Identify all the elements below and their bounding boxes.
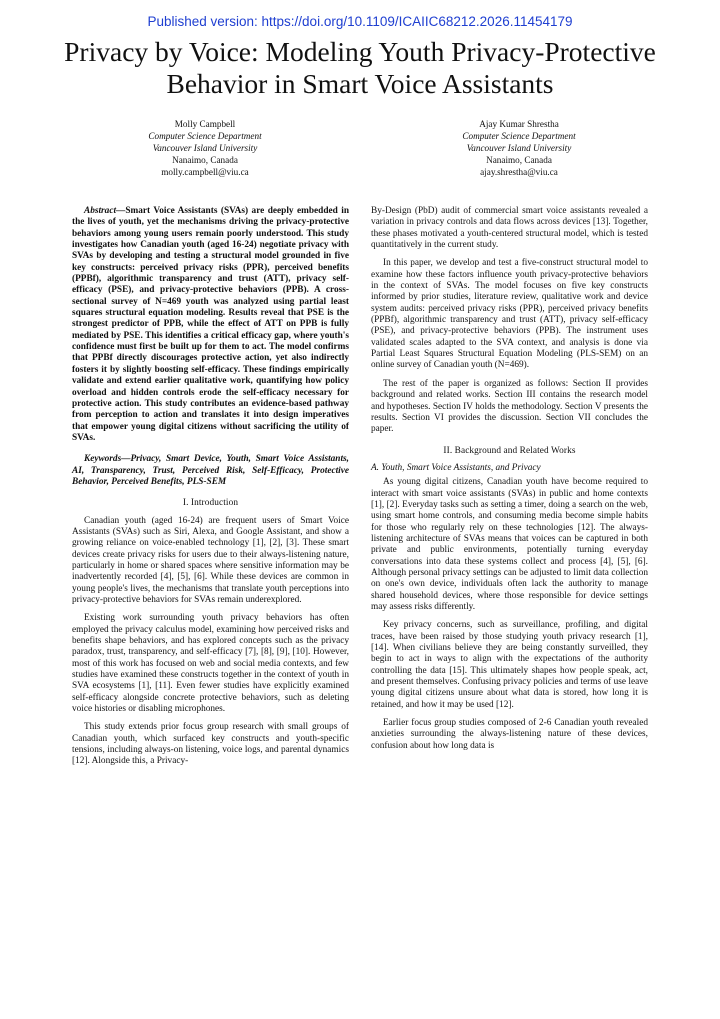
intro-paragraph-5: The rest of the paper is organized as follows: Section II provides background and related works. Section III contains the research model and hypotheses. Section IV holds the methodology. Section V presents the results. Section VI provides the discussion. Section VII concludes the paper. <box>371 378 648 435</box>
right-column <box>371 206 648 759</box>
author-city: Nanaimo, Canada <box>172 155 238 165</box>
abstract-label: Abstract— <box>84 206 126 216</box>
author-university: Vancouver Island University <box>152 143 258 153</box>
keywords <box>72 454 349 488</box>
intro-paragraph-3-continued: By-Design (PbD) audit of commercial smart voice assistants revealed a variation in privacy controls and data flows across devices [13]. Together, these phases motivated a youth-centered structural model, which is tested quantitatively in the current study. <box>371 206 648 251</box>
intro-paragraph-2: Existing work surrounding youth privacy behaviors has often employed the privacy calculus model, examining how perceived risks and benefits shape behaviors, and has explored concepts such as the privacy paradox, trust, transparency, and self-efficacy [7], [8], [9], [10]. However, most of this work has focused on web and social media contexts, and few studies have examined these constructs together in the context of youth in SVA ecosystems [1], [11]. Even fewer studies have explicitly examined self-efficacy alongside concrete protective behaviors, such as deleting voice histories or disabling microphones. <box>72 613 349 715</box>
author-dept: Computer Science Department <box>148 131 262 141</box>
intro-paragraph-4: In this paper, we develop and test a five-construct structural model to examine how these factors influence youth privacy-protective behaviors in the context of SVAs. The model focuses on five key constructs informed by prior studies, literature review, qualitative work and device system audits: perceived privacy risks (PPR), perceived privacy benefits (PPBf), algorithmic transparency and trust (ATT), privacy self-efficacy (PSE), and privacy-protective behaviors (PPB). The instrument uses validated scales adapted to the SVA context, and analysis is done via Partial Least Squares Structural Equation Modeling (PLS-SEM) on an online survey of Canadian youth (N=469). <box>371 258 648 371</box>
abstract <box>72 206 349 444</box>
author-email[interactable]: ajay.shrestha@viu.ca <box>480 167 558 177</box>
keywords-label: Keywords— <box>84 454 131 465</box>
section-heading-background: II. Background and Related Works <box>443 445 576 456</box>
author-city: Nanaimo, Canada <box>486 155 552 165</box>
abstract-text: Smart Voice Assistants (SVAs) are deeply embedded in the lives of youth, yet the mechanisms driving the privacy-protective behaviors among young users remain poorly understood. This study investigates how Canadian youth (aged 16-24) negotiate privacy with SVAs by developing and testing a structural model grounded in five key constructs: perceived privacy risks (PPR), perceived benefits (PPBf), algorithmic transparency and trust (ATT), privacy self-efficacy (PSE), and privacy-protective behaviors (PPB). A cross-sectional survey of N=469 youth was analyzed using partial least squares structural equation modeling. Results reveal that PSE is the strongest predictor of PPB, while the effect of ATT on PPB is fully mediated by PSE. This identifies a critical efficacy gap, where youth's confidence must first be built up for them to act. The model confirms that PPBf directly discourages protective action, yet also indirectly fosters it by slightly boosting self-efficacy. These findings empirically validate and extend earlier qualitative work, quantifying how policy overload and hidden controls erode the self-efficacy necessary for protective action. This study contributes an evidence-based pathway from perception to action and translates it into design imperatives that empower young digital citizens without sacrificing the utility of SVAs. <box>72 206 349 443</box>
author-university: Vancouver Island University <box>466 143 572 153</box>
background-paragraph-2: Key privacy concerns, such as surveillance, profiling, and digital traces, have been raised by those studying youth privacy research [1], [14]. When civilians believe they are being constantly surveilled, they begin to act in ways to align with the expectations of the authority controlling the data [15]. This ultimately shapes how people speak, act, and present themselves. Confusing privacy policies and terms of use leave young digital citizens unsure about what data is stored, how long it is retained, and how it may be used [12]. <box>371 620 648 710</box>
left-column <box>72 206 349 775</box>
keywords-text: Privacy, Smart Device, Youth, Smart Voice Assistants, AI, Transparency, Trust, Perceived Risk, Self-Efficacy, Protective Behavior, Perceived Benefits, PLS-SEM <box>72 454 349 487</box>
author-name: Ajay Kumar Shrestha <box>479 119 559 129</box>
intro-paragraph-1: Canadian youth (aged 16-24) are frequent users of Smart Voice Assistants (SVAs) such as Siri, Alexa, and Google Assistant, and show a growing reliance on voice-enabled technology [1], [2], [3]. These smart devices create privacy risks for users due to their always-listening nature, particularly in home or shared spaces where sensitive information may be inadvertently recorded [4], [5], [6]. While these devices are common in young people's lives, the mechanisms that translate youth perceptions into privacy-protective behaviors for SVAs remain underexplored. <box>72 515 349 605</box>
author-block-1 <box>80 118 330 178</box>
background-paragraph-3: Earlier focus group studies composed of 2-6 Canadian youth revealed anxieties surrounding the always-listening nature of these devices, confusion about how long data is <box>371 718 648 751</box>
author-block-2 <box>394 118 644 178</box>
intro-paragraph-3: This study extends prior focus group research with small groups of Canadian youth, which surfaced key constructs and youth-specific tensions, including always-on listening, voice logs, and parental dynamics [12]. Alongside this, a Privacy- <box>72 722 349 767</box>
author-name: Molly Campbell <box>174 119 236 129</box>
author-dept: Computer Science Department <box>462 131 576 141</box>
subsection-heading-a: A. Youth, Smart Voice Assistants, and Privacy <box>371 462 541 473</box>
doi-banner[interactable]: Published version: https://doi.org/10.1109/ICAIIC68212.2026.11454179 <box>147 14 573 29</box>
paper-title: Privacy by Voice: Modeling Youth Privacy-Protective Behavior in Smart Voice Assistants <box>64 36 656 99</box>
section-heading-introduction: I. Introduction <box>182 498 239 509</box>
author-email[interactable]: molly.campbell@viu.ca <box>161 167 249 177</box>
background-paragraph-1: As young digital citizens, Canadian youth have become required to interact with smart voice assistants (SVAs) in public and home contexts [1], [2]. Everyday tasks such as setting a timer, doing a search on the web, using smart home controls, and consuming media become simple habits for those who regularly rely on these technologies [12]. The always-listening architecture of SVAs means that voices can be captured in both private and public environments, potentially turning everyday conversations into data these systems collect and process [4], [5], [6]. Although personal privacy settings can be adjusted to limit data collection on one's own device, individuals often lack the authority to manage shared household devices, where those responsible for device settings may assess risks differently. <box>371 477 648 612</box>
